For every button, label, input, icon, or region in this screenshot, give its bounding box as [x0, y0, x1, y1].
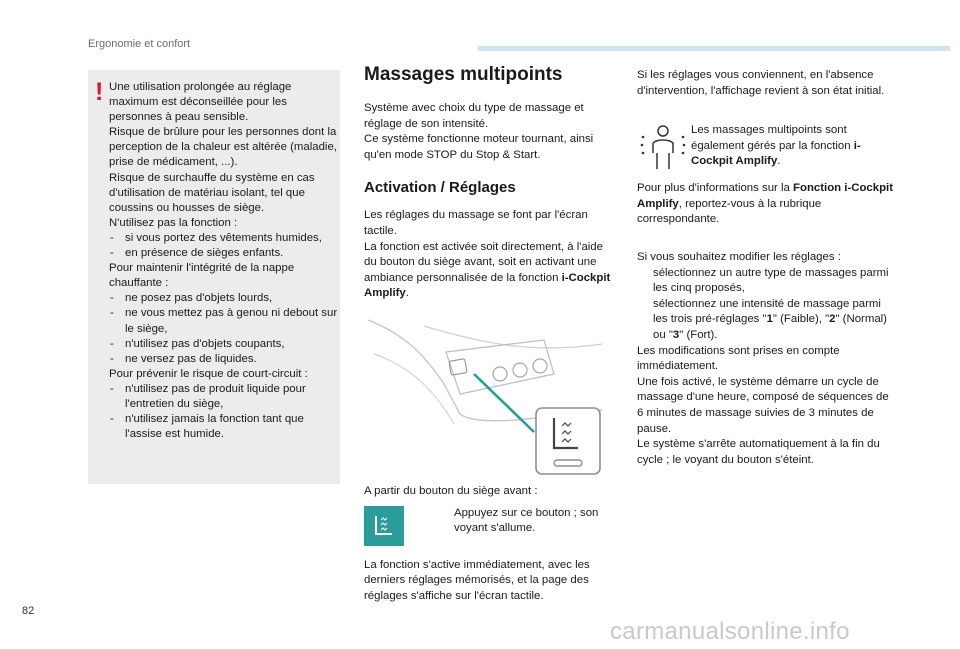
warning-exclamation-icon: !	[95, 78, 104, 106]
paragraph: Ce système fonctionne moteur tournant, ainsi qu'en mode STOP du Stop & Start.	[364, 133, 594, 161]
note-text: Les massages multipoints sont également gérés par la fonction i-Cockpit Amplify.	[691, 124, 861, 168]
massage-step-block	[364, 484, 614, 604]
warning-line: Risque de surchauffe du système en cas d'utilisation de matériau isolant, tel que coussins ou housses de siège.	[109, 171, 315, 214]
arrow-icon	[438, 506, 454, 546]
paragraph: La fonction est activée soit directement, à l'aide du bouton du siège avant, soit en activant une ambiance personnalisée de la fonction i-Cockpit Amplify.	[364, 240, 611, 300]
list-item: - ne versez pas de liquides.	[110, 352, 257, 365]
list-item: - n'utilisez pas d'objets coupants,	[110, 337, 285, 350]
seat-button-illustration	[364, 314, 608, 482]
page-number: 82	[22, 605, 35, 617]
section-title: Massages multipoints	[364, 64, 563, 85]
paragraph: Les réglages du massage se font par l'écran tactile.	[364, 209, 588, 237]
paragraph: La fonction s'active immédiatement, avec les derniers réglages mémorisés, et la page des réglages s'affiche sur l'écran tactile.	[364, 558, 590, 602]
warning-line: Une utilisation prolongée au réglage maximum est déconseillée pour les personnes à peau sensible.	[109, 81, 292, 124]
warning-text	[109, 80, 339, 442]
list-item: - n'utilisez jamais la fonction tant que l'assise est humide.	[110, 413, 304, 441]
warning-line: N'utilisez pas la fonction :	[109, 216, 238, 229]
warning-line: Risque de brûlure pour les personnes dont la perception de la chaleur est altérée (maladie, prise de médicament, ...).	[109, 126, 337, 169]
paragraph: Une fois activé, le système démarre un cycle de massage d'une heure, composé de séquences de 6 minutes de massage suivies de 3 minutes de pause.	[637, 375, 889, 435]
paragraph: A partir du bouton du siège avant :	[364, 485, 538, 497]
paragraph: Le système s'arrête automatiquement à la fin du cycle ; le voyant du bouton s'éteint.	[637, 438, 880, 466]
person-massage-icon	[637, 123, 691, 173]
massage-button-icon	[364, 506, 404, 546]
list-item: - ne vous mettez pas à genou ni debout sur le siège,	[110, 307, 338, 335]
paragraph: Système avec choix du type de massage et réglage de son intensité.	[364, 102, 584, 130]
paragraph: Pour plus d'informations sur la Fonction i-Cockpit Amplify, reportez-vous à la rubrique correspondante.	[637, 182, 894, 226]
list-item: - si vous portez des vêtements humides,	[110, 231, 322, 244]
warning-line: Pour prévenir le risque de court-circuit :	[109, 367, 308, 380]
warning-line: Pour maintenir l'intégrité de la nappe chauffante :	[109, 262, 295, 290]
list-item: sélectionnez un autre type de massages parmi les cinq proposés,	[653, 266, 889, 295]
section-header: Ergonomie et confort	[88, 38, 191, 50]
watermark: carmanualsonline.info	[610, 618, 850, 645]
list-item: - en présence de sièges enfants.	[110, 247, 284, 260]
paragraph: Si vous souhaitez modifier les réglages :	[637, 250, 841, 263]
list-item: - ne posez pas d'objets lourds,	[110, 292, 273, 305]
list-item: - n'utilisez pas de produit liquide pour l'entretien du siège,	[110, 382, 306, 410]
list-item: sélectionnez une intensité de massage parmi les trois pré-réglages "1" (Faible), "2" (Normal) ou "3" (Fort).	[653, 297, 887, 341]
paragraph: Si les réglages vous conviennent, en l'absence d'intervention, l'affichage revient à son état initial.	[637, 69, 885, 97]
subsection-title: Activation / Réglages	[364, 179, 516, 197]
settings-column	[637, 68, 893, 468]
header-bar	[478, 46, 950, 51]
warning-box	[88, 70, 340, 484]
step-text: Appuyez sur ce bouton ; son voyant s'allume.	[454, 506, 599, 535]
paragraph: Les modifications sont prises en compte immédiatement.	[637, 344, 840, 373]
massage-column	[364, 64, 614, 302]
